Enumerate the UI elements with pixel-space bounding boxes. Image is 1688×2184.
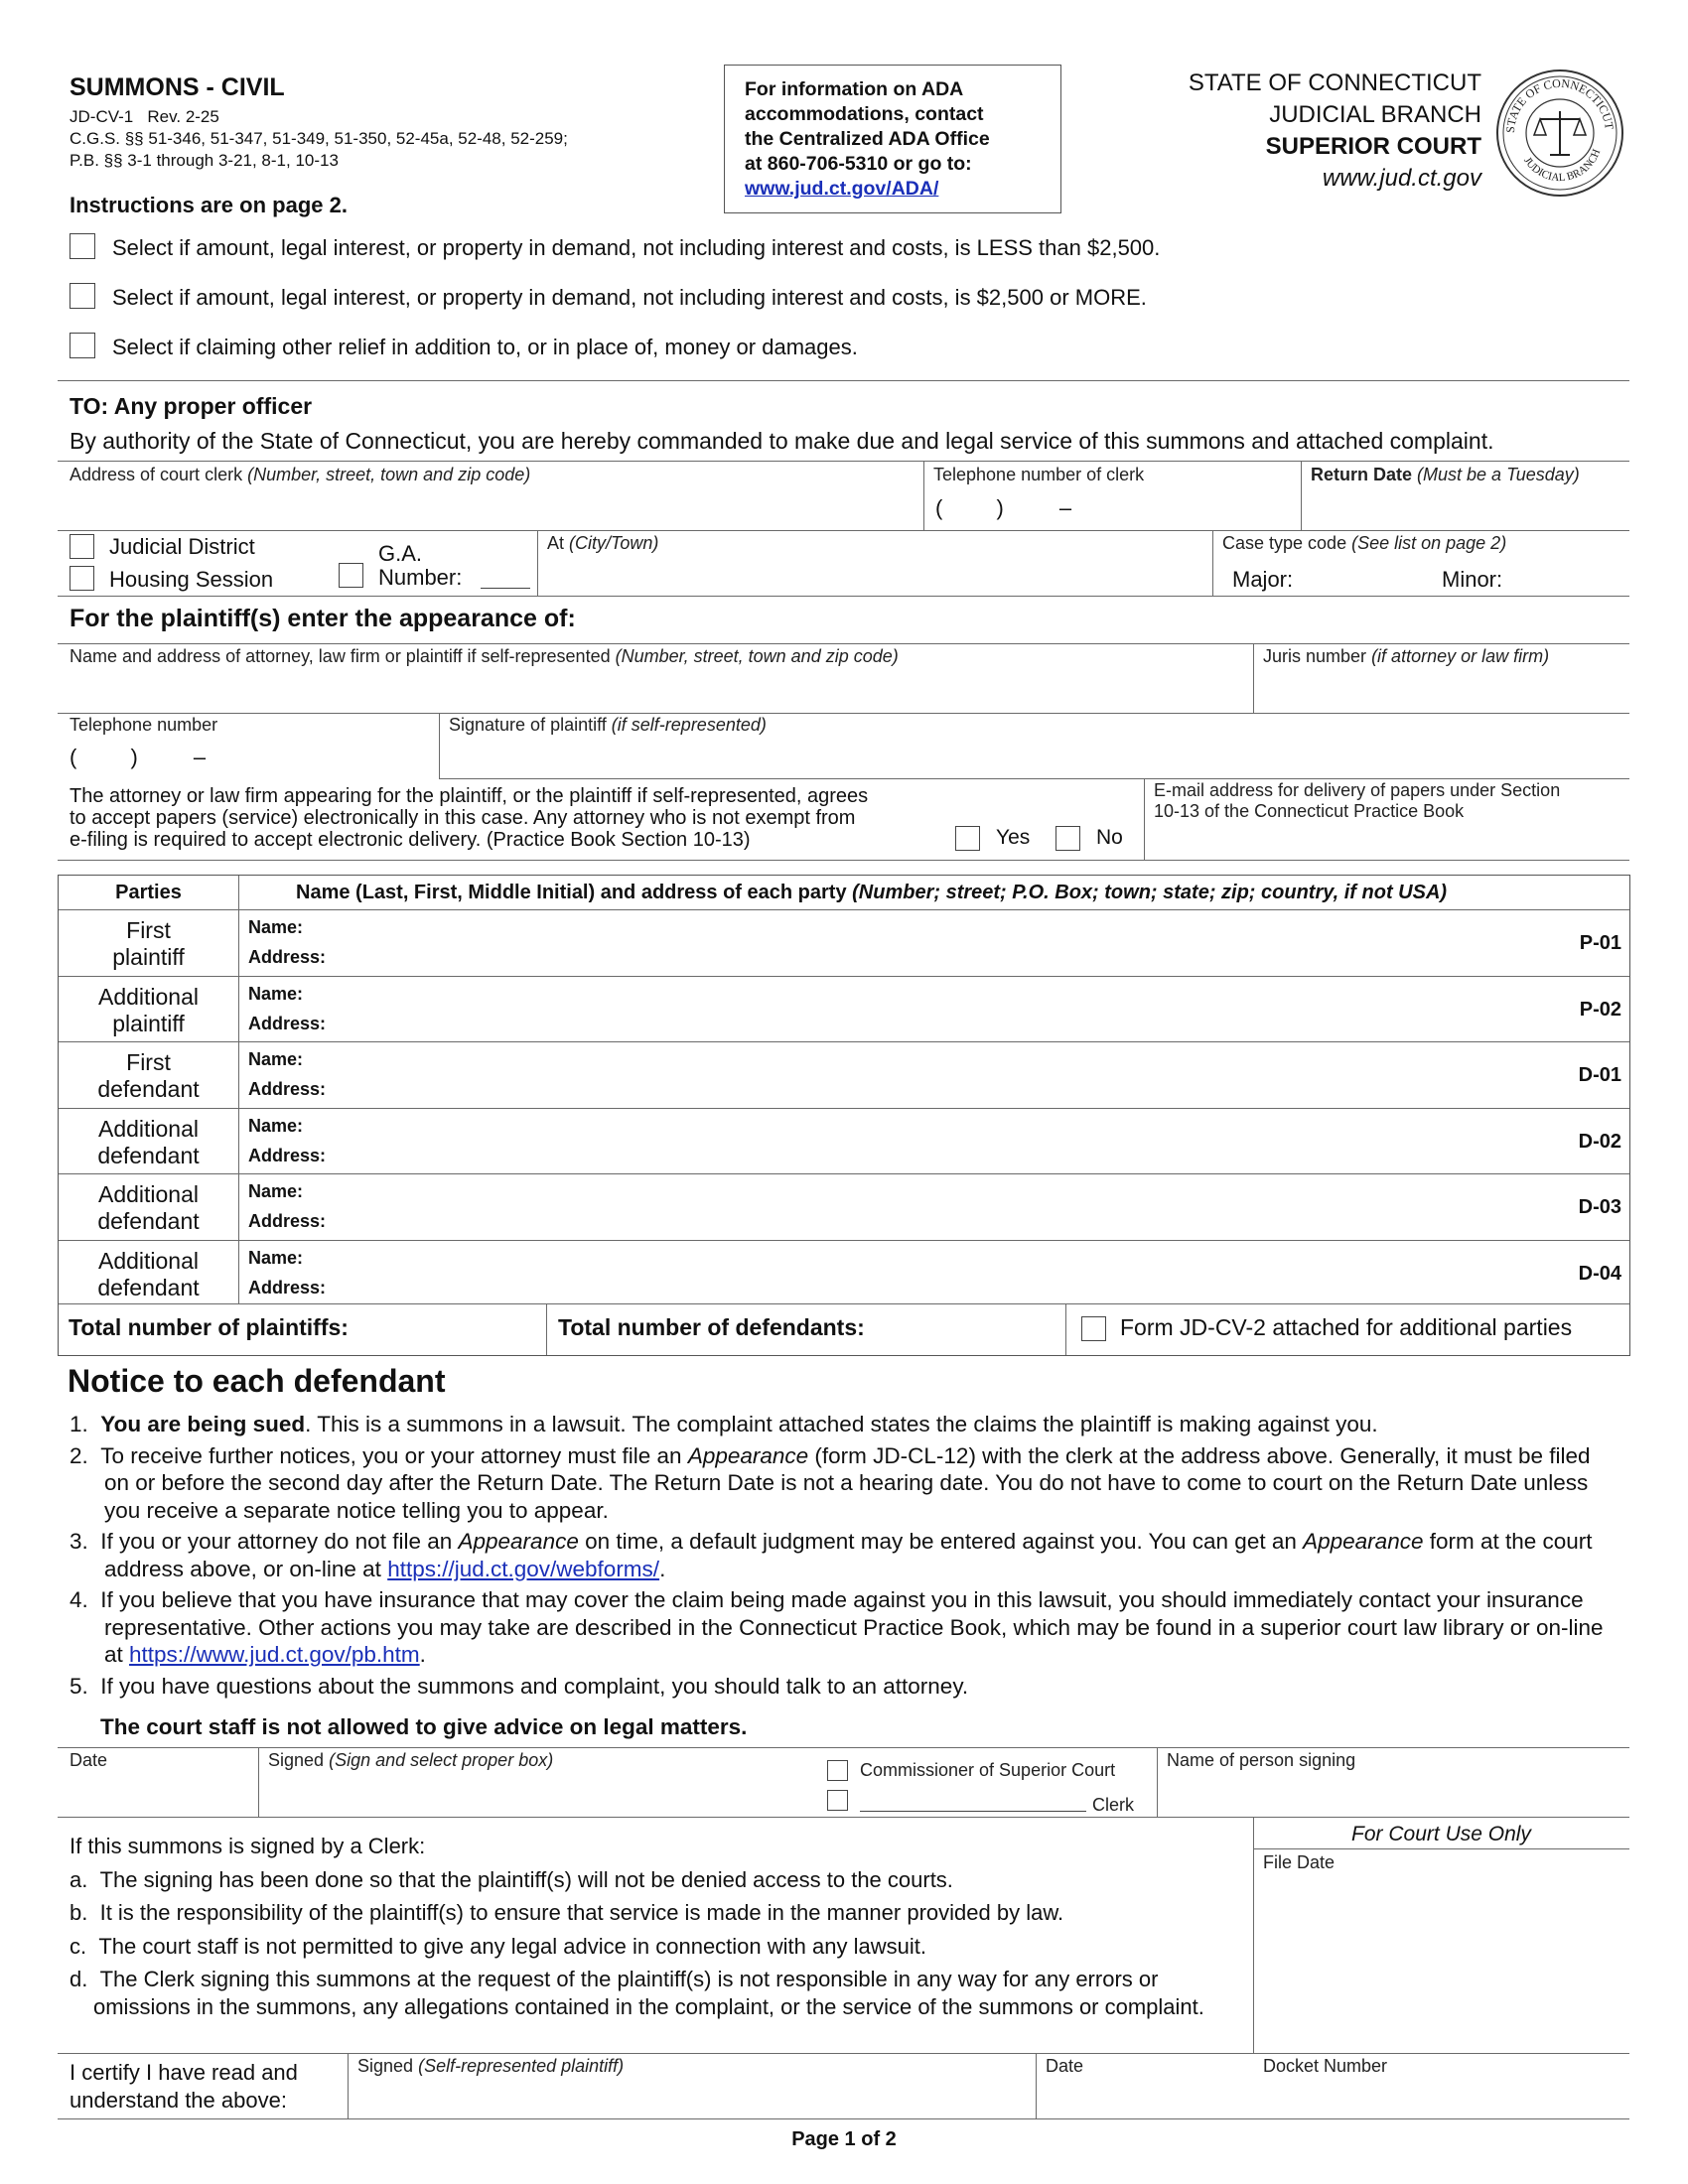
party-address-input[interactable] xyxy=(335,1208,1536,1232)
attorney-name-input[interactable] xyxy=(70,669,1241,709)
signed-label: Signed (Sign and select proper box) xyxy=(268,1750,554,1770)
form-number: JD-CV-1 Rev. 2-25 xyxy=(70,107,219,126)
ada-line: accommodations, contact xyxy=(745,103,984,125)
phone-mask: ) xyxy=(130,745,138,769)
clerk-item-d: d. The Clerk signing this summons at the request of the plaintiff(s) is not responsible in any way for any errors or omissions in the summons, any allegations contained in the complaint, or the service of the summons or complaint. xyxy=(70,1967,1204,2019)
party-name-input[interactable] xyxy=(317,1178,1538,1202)
pb-citation: P.B. §§ 3-1 through 3-21, 8-1, 10-13 xyxy=(70,151,339,170)
notice-heading: Notice to each defendant xyxy=(68,1363,446,1399)
email-label-line: E-mail address for delivery of papers under Section xyxy=(1154,780,1561,800)
ada-box xyxy=(724,65,1061,213)
clerk-name-line[interactable] xyxy=(860,1797,1086,1812)
party-code: D-01 xyxy=(1578,1064,1621,1086)
party-address-input[interactable] xyxy=(335,1143,1536,1166)
party-role-line: plaintiff xyxy=(112,944,185,970)
juris-number-label: Juris number (if attorney or law firm) xyxy=(1263,646,1550,666)
party-role-line: defendant xyxy=(97,1274,200,1300)
ada-line: the Centralized ADA Office xyxy=(745,128,990,150)
party-code: D-03 xyxy=(1578,1196,1621,1218)
party-role-line: defendant xyxy=(97,1076,200,1102)
signed-input[interactable] xyxy=(268,1774,804,1812)
return-date-input[interactable] xyxy=(1311,486,1618,526)
notice-item-5: 5. If you have questions about the summons and complaint, you should talk to an attorney. xyxy=(70,1673,969,1699)
efile-agreement xyxy=(70,785,868,851)
docket-number-label: Docket Number xyxy=(1263,2056,1388,2076)
divider xyxy=(1301,461,1302,530)
divider xyxy=(923,461,924,530)
page-number: Page 1 of 2 xyxy=(791,2128,897,2150)
date-label: Date xyxy=(70,1750,108,1770)
date-input[interactable] xyxy=(70,1774,248,1812)
party-address-label: Address: xyxy=(248,947,327,967)
file-date-input[interactable] xyxy=(1263,1876,1620,2045)
party-address-input[interactable] xyxy=(335,1275,1536,1298)
divider xyxy=(546,1303,547,1355)
table-row xyxy=(59,1241,1629,1307)
to-officer-text: By authority of the State of Connecticut, you are hereby commanded to make due and legal service of this summons and attached complaint. xyxy=(70,428,1494,454)
notice-item-4: 4. If you believe that you have insurance that may cover the claim being made against you in this lawsuit, you should immediately contact your insurance representative. Other actions you may take are described in the Connecticut Practice Book, which may be found in a superior court law library or on-line at https://www.jud.ct.gov/pb.htm. xyxy=(70,1587,1604,1667)
telephone-input[interactable] xyxy=(70,745,427,770)
divider xyxy=(58,2118,1629,2119)
svg-text:STATE OF CONNECTICUT: STATE OF CONNECTICUT xyxy=(1502,75,1617,134)
certify-statement xyxy=(70,2059,298,2115)
branch-name: JUDICIAL BRANCH xyxy=(1269,101,1481,128)
divider xyxy=(1253,1848,1629,1849)
judicial-district-checkbox[interactable] xyxy=(70,534,94,559)
divider xyxy=(58,530,1629,531)
efile-line: The attorney or law firm appearing for the plaintiff, or the plaintiff if self-represented, agrees xyxy=(70,785,869,807)
name-address-col-header: Name (Last, First, Middle Initial) and address of each party (Number; street; P.O. Box; town; state; zip; country, if not USA) xyxy=(296,882,1448,903)
notice-item-3: 3. If you or your attorney do not file an Appearance on time, a default judgment may be entered against you. You can get an Appearance form at the court address above, or on-line at https://jud.ct.gov/webforms/. xyxy=(70,1529,1593,1581)
clerk-label: Clerk xyxy=(1092,1795,1135,1815)
divider xyxy=(439,778,1629,779)
clerk-conditions xyxy=(70,1833,1221,2020)
clerk-item-b: b. It is the responsibility of the plaintiff(s) to ensure that service is made in the manner provided by law. xyxy=(70,1900,1064,1925)
divider xyxy=(58,1747,1629,1748)
party-role xyxy=(59,1248,238,1301)
housing-session-checkbox[interactable] xyxy=(70,566,94,591)
self-rep-signed-input[interactable] xyxy=(357,2079,1033,2115)
other-relief-checkbox[interactable] xyxy=(70,333,95,358)
party-role-line: First xyxy=(126,917,171,943)
divider xyxy=(1212,530,1213,596)
divider xyxy=(58,643,1629,644)
case-type-minor-input[interactable] xyxy=(1514,562,1623,592)
certify-date-label: Date xyxy=(1046,2056,1084,2076)
webforms-link[interactable]: https://jud.ct.gov/webforms/ xyxy=(387,1556,660,1581)
email-input[interactable] xyxy=(1154,826,1620,856)
party-code: P-01 xyxy=(1579,932,1621,954)
other-relief-label: Select if claiming other relief in addition to, or in place of, money or damages. xyxy=(112,335,858,359)
party-role-line: Additional xyxy=(97,1247,200,1274)
ada-link[interactable]: www.jud.ct.gov/ADA/ xyxy=(745,178,939,200)
efile-no-label: No xyxy=(1096,826,1123,849)
phone-mask: – xyxy=(1058,495,1072,520)
party-address-input[interactable] xyxy=(335,944,1536,968)
divider xyxy=(58,713,1629,714)
divider xyxy=(1253,1817,1254,2053)
plaintiff-signature-label: Signature of plaintiff (if self-represented) xyxy=(449,715,767,735)
party-role-line: defendant xyxy=(97,1142,200,1168)
self-rep-signed-label: Signed (Self-represented plaintiff) xyxy=(357,2056,625,2076)
case-type-minor-label: Minor: xyxy=(1442,567,1503,592)
party-name-label: Name: xyxy=(248,1247,304,1268)
case-type-label: Case type code (See list on page 2) xyxy=(1222,533,1507,553)
svg-text:JUDICIAL BRANCH: JUDICIAL BRANCH xyxy=(1521,147,1604,185)
court-name: SUPERIOR COURT xyxy=(1265,133,1481,160)
table-row xyxy=(59,1109,1629,1175)
clerk-phone-label: Telephone number of clerk xyxy=(933,465,1145,484)
instructions-note: Instructions are on page 2. xyxy=(70,193,348,217)
file-date-label: File Date xyxy=(1263,1852,1336,1872)
court-address-label: Address of court clerk (Number, street, town and zip code) xyxy=(70,465,531,484)
jd-cv2-checkbox[interactable] xyxy=(1081,1316,1106,1341)
state-name: STATE OF CONNECTICUT xyxy=(1188,69,1481,96)
amount-more-label: Select if amount, legal interest, or property in demand, not including interest and costs, is $2,500 or MORE. xyxy=(112,285,1147,310)
party-address-label: Address: xyxy=(248,1211,327,1231)
at-town-input[interactable] xyxy=(547,556,1202,592)
divider xyxy=(1036,2053,1037,2118)
notice-item-1: 1. You are being sued. This is a summons in a lawsuit. The complaint attached states the claims the plaintiff is making against you. xyxy=(70,1412,1378,1436)
party-role-line: Additional xyxy=(97,1181,200,1207)
party-name-label: Name: xyxy=(248,1049,304,1069)
table-row xyxy=(59,1174,1629,1241)
amount-less-checkbox[interactable] xyxy=(70,233,95,259)
form-title: SUMMONS - CIVIL xyxy=(70,73,285,101)
amount-less-label: Select if amount, legal interest, or property in demand, not including interest and costs, is LESS than $2,500. xyxy=(112,235,1161,260)
efile-no-checkbox[interactable] xyxy=(1055,826,1080,851)
divider xyxy=(58,860,1629,861)
return-date-label: Return Date (Must be a Tuesday) xyxy=(1311,465,1580,484)
phone-mask: ( xyxy=(70,745,77,769)
parties-col-header: Parties xyxy=(115,882,182,903)
efile-yes-checkbox[interactable] xyxy=(955,826,980,851)
clerk-item-c: c. The court staff is not permitted to give any legal advice in connection with any lawsuit. xyxy=(70,1933,926,1959)
party-address-label: Address: xyxy=(248,1145,327,1165)
party-address-input[interactable] xyxy=(335,1076,1536,1100)
table-row xyxy=(59,910,1629,977)
divider xyxy=(58,1817,1629,1818)
party-role xyxy=(59,984,238,1037)
commissioner-checkbox[interactable] xyxy=(827,1760,848,1781)
party-role xyxy=(59,917,238,971)
to-officer-heading: TO: Any proper officer xyxy=(70,393,313,419)
divider xyxy=(537,530,538,596)
party-role xyxy=(59,1181,238,1235)
notice-list xyxy=(70,1411,1618,1700)
at-town-label: At (City/Town) xyxy=(547,533,659,553)
name-of-person-signing-input[interactable] xyxy=(1167,1774,1618,1812)
divider xyxy=(1253,643,1254,713)
divider xyxy=(59,1303,1629,1304)
ga-number-label: Number: xyxy=(378,565,463,590)
email-label xyxy=(1154,780,1560,822)
party-code: D-04 xyxy=(1578,1262,1621,1285)
case-type-major-label: Major: xyxy=(1232,567,1294,592)
commissioner-label: Commissioner of Superior Court xyxy=(860,1760,1116,1780)
party-name-input[interactable] xyxy=(317,981,1538,1005)
divider xyxy=(58,2053,1629,2054)
divider xyxy=(1144,778,1145,860)
clerk-intro: If this summons is signed by a Clerk: xyxy=(70,1834,426,1858)
ga-checkbox[interactable] xyxy=(339,563,363,588)
housing-session-label: Housing Session xyxy=(109,567,274,592)
party-role-line: defendant xyxy=(97,1208,200,1234)
certify-line: I certify I have read and xyxy=(70,2060,298,2085)
court-header xyxy=(1189,68,1481,195)
divider xyxy=(348,2053,349,2118)
party-name-input[interactable] xyxy=(317,914,1538,938)
table-row xyxy=(59,1042,1629,1109)
staff-advice-note: The court staff is not allowed to give advice on legal matters. xyxy=(100,1714,748,1739)
party-name-label: Name: xyxy=(248,1115,304,1136)
case-type-major-input[interactable] xyxy=(1307,562,1426,592)
divider xyxy=(1157,1747,1158,1817)
divider xyxy=(58,380,1629,381)
practice-book-link[interactable]: https://www.jud.ct.gov/pb.htm xyxy=(129,1642,420,1667)
clerk-checkbox[interactable] xyxy=(827,1790,848,1811)
clerk-phone-input[interactable] xyxy=(935,495,1293,521)
total-plaintiffs-label: Total number of plaintiffs: xyxy=(69,1314,349,1340)
table-row xyxy=(59,977,1629,1043)
parties-table xyxy=(58,875,1630,1356)
party-name-label: Name: xyxy=(248,983,304,1004)
ga-label: G.A. xyxy=(378,541,423,566)
party-role xyxy=(59,1049,238,1103)
divider xyxy=(58,461,1629,462)
judicial-district-label: Judicial District xyxy=(109,534,255,559)
ga-number-input[interactable] xyxy=(481,568,530,589)
telephone-label: Telephone number xyxy=(70,715,218,735)
party-address-label: Address: xyxy=(248,1277,327,1297)
party-address-label: Address: xyxy=(248,1079,327,1099)
party-name-input[interactable] xyxy=(317,1245,1538,1269)
plaintiff-signature-input[interactable] xyxy=(449,738,1620,775)
party-code: P-02 xyxy=(1579,998,1621,1021)
ada-line: at 860-706-5310 or go to: xyxy=(745,153,972,175)
email-label-line: 10-13 of the Connecticut Practice Book xyxy=(1154,801,1465,821)
party-name-input[interactable] xyxy=(317,1046,1538,1070)
name-of-person-signing-label: Name of person signing xyxy=(1167,1750,1356,1770)
party-role-line: plaintiff xyxy=(112,1010,185,1036)
party-address-label: Address: xyxy=(248,1013,327,1033)
party-role-line: First xyxy=(126,1049,171,1075)
party-name-label: Name: xyxy=(248,917,304,937)
certify-line: understand the above: xyxy=(70,2088,287,2113)
docket-number-input[interactable] xyxy=(1263,2079,1620,2115)
attorney-name-label: Name and address of attorney, law firm or plaintiff if self-represented (Number, street, town and zip code) xyxy=(70,646,899,666)
divider xyxy=(258,1747,259,1817)
ada-line: For information on ADA xyxy=(745,78,964,100)
juris-number-input[interactable] xyxy=(1263,669,1620,709)
court-website: www.jud.ct.gov xyxy=(1322,165,1481,192)
phone-mask: ) xyxy=(996,495,1004,520)
divider xyxy=(1065,1303,1066,1355)
clerk-item-a: a. The signing has been done so that the plaintiff(s) will not be denied access to the courts. xyxy=(70,1866,953,1892)
court-use-only-label: For Court Use Only xyxy=(1351,1823,1531,1845)
certify-date-input[interactable] xyxy=(1046,2079,1244,2115)
divider xyxy=(58,596,1629,597)
jd-cv2-label: Form JD-CV-2 attached for additional parties xyxy=(1120,1314,1573,1340)
phone-mask: ( xyxy=(935,495,943,520)
efile-line: to accept papers (service) electronically in this case. Any attorney who is not exempt from xyxy=(70,807,856,829)
plaintiff-appearance-heading: For the plaintiff(s) enter the appearance of: xyxy=(70,605,576,632)
efile-yes-label: Yes xyxy=(996,826,1031,849)
cgs-citation: C.G.S. §§ 51-346, 51-347, 51-349, 51-350, 52-45a, 52-48, 52-259; xyxy=(70,129,568,148)
party-role-line: Additional xyxy=(97,983,200,1010)
divider xyxy=(439,713,440,778)
court-address-input[interactable] xyxy=(70,486,914,526)
total-defendants-label: Total number of defendants: xyxy=(558,1314,865,1340)
party-role-line: Additional xyxy=(97,1115,200,1142)
efile-line: e-filing is required to accept electronic delivery. (Practice Book Section 10-13) xyxy=(70,829,751,851)
party-role xyxy=(59,1116,238,1169)
party-code: D-02 xyxy=(1578,1130,1621,1153)
judicial-seal xyxy=(1494,68,1625,199)
party-name-label: Name: xyxy=(248,1181,304,1201)
notice-item-2: 2. To receive further notices, you or your attorney must file an Appearance (form JD-CL-12) with the clerk at the address above. Generally, it must be filed on or before the second day after the Return Date. The Return Date is not a hearing date. You do not have to come to court on the Return Date unless you receive a separate notice telling you to appear. xyxy=(70,1442,1591,1523)
phone-mask: – xyxy=(193,745,207,769)
party-name-input[interactable] xyxy=(317,1113,1538,1137)
amount-more-checkbox[interactable] xyxy=(70,283,95,309)
party-address-input[interactable] xyxy=(335,1011,1536,1034)
